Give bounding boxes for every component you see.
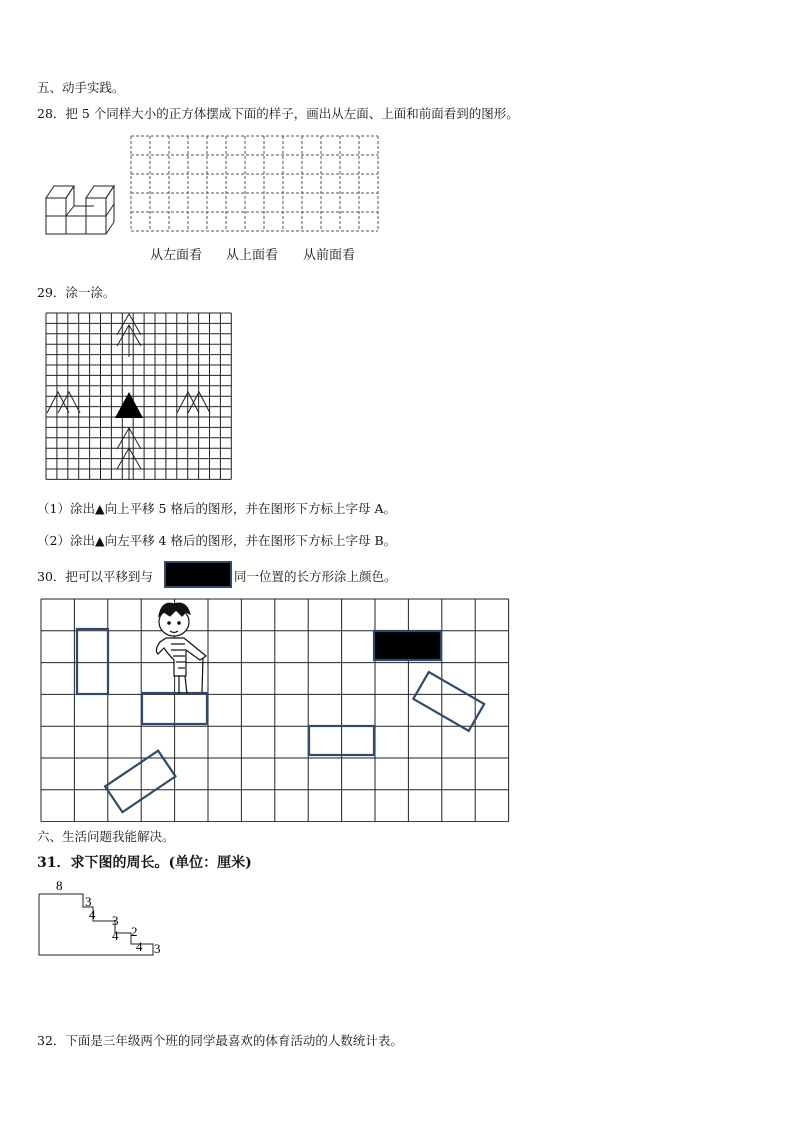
dim-v4: 3 (154, 941, 161, 956)
dim-h2: 4 (112, 928, 119, 943)
rect-tilted-left[interactable] (105, 751, 175, 812)
q29-part2: （2）涂出▲向左平移 4 格后的图形，并在图形下方标上字母 B。 (37, 533, 397, 548)
q28-cube-figure (40, 180, 116, 236)
q31-text: 31．求下图的周长。(单位：厘米) (37, 855, 252, 871)
dim-v1: 3 (85, 894, 92, 909)
chevron-shape (58, 392, 80, 413)
section6-title: 六、生活问题我能解决。 (37, 829, 175, 844)
q32-text: 32．下面是三年级两个班的同学最喜欢的体育活动的人数统计表。 (37, 1033, 403, 1048)
rect-vertical[interactable] (77, 629, 108, 694)
q29-part1: （1）涂出▲向上平移 5 格后的图形，并在图形下方标上字母 A。 (37, 501, 396, 516)
q31-staircase-figure (35, 876, 170, 958)
rect-tilted-right[interactable] (413, 672, 484, 731)
q28-label-front: 从前面看 (303, 248, 356, 263)
q28-label-left: 从左面看 (150, 248, 203, 263)
q30-suffix: 同一位置的长方形涂上颜色。 (234, 569, 397, 584)
q28-label-top: 从上面看 (226, 248, 279, 263)
q30-grid (40, 598, 510, 822)
dim-v2: 3 (112, 913, 119, 928)
section5-title: 五、动手实践。 (37, 80, 125, 95)
dim-top: 8 (56, 878, 63, 893)
rect-filled (374, 631, 441, 660)
q29-grid (45, 312, 235, 482)
dim-h3: 4 (136, 939, 143, 954)
q28-text: 28．把 5 个同样大小的正方体摆成下面的样子，画出从左面、上面和前面看到的图形。 (37, 106, 519, 121)
dim-h1: 4 (89, 907, 96, 922)
q30-prefix: 30．把可以平移到与 (37, 569, 153, 584)
boy-figure (156, 603, 206, 694)
q28-dashed-grid (130, 135, 382, 232)
chevron-shape (47, 392, 69, 413)
dim-v3: 2 (131, 924, 138, 939)
q29-text: 29．涂一涂。 (37, 285, 116, 300)
target-rectangle (164, 561, 232, 588)
